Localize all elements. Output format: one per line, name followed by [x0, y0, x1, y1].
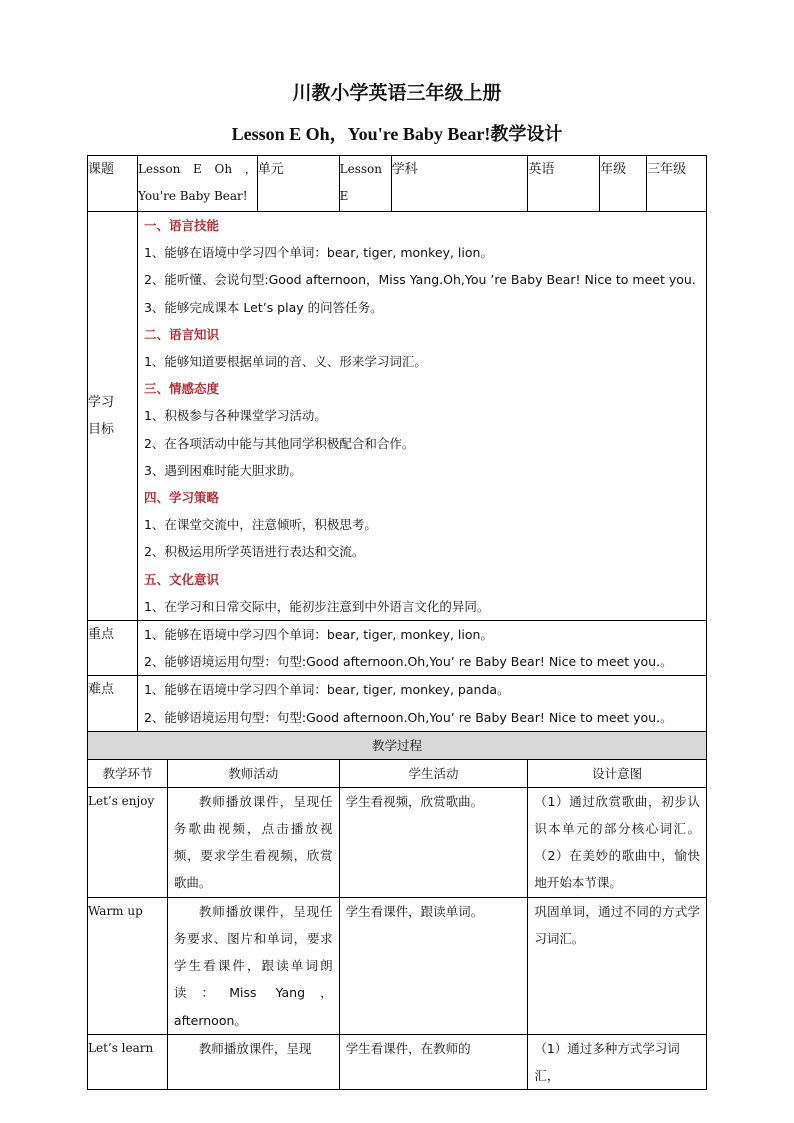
objective-item: 2、积极运用所学英语进行表达和交流。 — [143, 544, 365, 560]
document-subtitle: Lesson E Oh，You're Baby Bear!教学设计 — [231, 124, 563, 144]
process-stage: Let’s learn — [88, 1034, 168, 1089]
col-teacher-header: 教师活动 — [167, 759, 339, 787]
col-intent-header: 设计意图 — [528, 759, 707, 787]
process-teacher: 教师播放课件，呈现 — [167, 1034, 339, 1089]
subject-label: 学科 — [391, 156, 528, 212]
topic-label: 课题 — [88, 156, 138, 212]
process-stage: Warm up — [88, 897, 168, 1034]
subject-value: 英语 — [528, 156, 600, 212]
process-row — [88, 1034, 707, 1089]
header-row — [88, 156, 707, 212]
objective-item: 1、积极参与各种课堂学习活动。 — [143, 408, 327, 424]
difficult-points-row — [88, 676, 707, 731]
process-intent: 巩固单词，通过不同的方式学习词汇。 — [528, 897, 707, 1034]
key-point-item: 2、能够语境运用句型：句型:Good afternoon.Oh,You’ re Baby Bear! Nice to meet you.。 — [143, 654, 673, 670]
difficult-point-item: 2、能够语境运用句型：句型:Good afternoon.Oh,You’ re Baby Bear! Nice to meet you.。 — [143, 709, 673, 725]
objective-heading: 四、学习策略 — [143, 490, 219, 506]
key-points-row — [88, 621, 707, 676]
difficult-points-label: 难点 — [88, 676, 138, 731]
grade-label: 年级 — [600, 156, 647, 212]
process-teacher: 教师播放课件，呈现任务歌曲视频，点击播放视频，要求学生看视频，欣赏歌曲。 — [167, 787, 339, 897]
objectives-label: 学习目标 — [88, 212, 138, 621]
process-intent: （1）通过多种方式学习词汇， — [528, 1034, 707, 1089]
objective-item: 2、在各项活动中能与其他同学积极配合和合作。 — [143, 435, 415, 451]
objectives-content — [137, 212, 706, 621]
process-student: 学生看视频，欣赏歌曲。 — [339, 787, 528, 897]
grade-value: 三年级 — [647, 156, 707, 212]
key-points-label: 重点 — [88, 621, 138, 676]
objective-item: 3、能够完成课本 Let’s play 的问答任务。 — [143, 299, 383, 315]
objective-item: 3、遇到困难时能大胆求助。 — [143, 462, 302, 478]
objective-item: 2、能听懂、会说句型:Good afternoon，Miss Yang.Oh,You ’re Baby Bear! Nice to meet you. — [143, 272, 696, 288]
objective-heading: 二、语言知识 — [143, 326, 219, 342]
objective-heading: 五、文化意识 — [143, 571, 219, 587]
objective-item: 1、能够在语境中学习四个单词：bear, tiger, monkey, lion。 — [143, 245, 493, 261]
lesson-plan-table — [87, 155, 707, 1090]
topic-value: Lesson E Oh ， You're Baby Bear! — [137, 156, 257, 212]
process-intent: （1）通过欣赏歌曲，初步认识本单元的部分核心词汇。（2）在美妙的歌曲中，愉快地开始本节课。 — [528, 787, 707, 897]
process-title-row — [88, 731, 707, 759]
unit-label: 单元 — [257, 156, 339, 212]
process-row — [88, 897, 707, 1034]
objective-item: 1、能够知道要根据单词的音、义、形来学习词汇。 — [143, 354, 427, 370]
document-title: 川教小学英语三年级上册 — [292, 82, 502, 104]
objective-item: 1、在学习和日常交际中，能初步注意到中外语言文化的异同。 — [143, 598, 490, 614]
key-points-content — [137, 621, 706, 676]
objective-item: 1、在课堂交流中，注意倾听，积极思考。 — [143, 517, 377, 533]
difficult-point-item: 1、能够在语境中学习四个单词：bear, tiger, monkey, panda。 — [143, 682, 510, 698]
process-row — [88, 787, 707, 897]
unit-value: Lesson E — [339, 156, 391, 212]
difficult-points-content — [137, 676, 706, 731]
process-stage: Let’s enjoy — [88, 787, 168, 897]
process-teacher: 教师播放课件，呈现任务要求、图片和单词，要求学生看课件，跟读单词朗读：Miss Yang，afternoon。 — [167, 897, 339, 1034]
objective-heading: 三、情感态度 — [143, 381, 219, 397]
col-student-header: 学生活动 — [339, 759, 528, 787]
process-title: 教学过程 — [88, 731, 707, 759]
objectives-list — [144, 212, 700, 620]
objective-heading: 一、语言技能 — [143, 218, 219, 233]
process-student: 学生看课件，在教师的 — [339, 1034, 528, 1089]
col-stage-header: 教学环节 — [88, 759, 168, 787]
process-header-row — [88, 759, 707, 787]
process-student: 学生看课件，跟读单词。 — [339, 897, 528, 1034]
key-point-item: 1、能够在语境中学习四个单词：bear, tiger, monkey, lion。 — [143, 627, 493, 643]
objectives-row — [88, 212, 707, 621]
